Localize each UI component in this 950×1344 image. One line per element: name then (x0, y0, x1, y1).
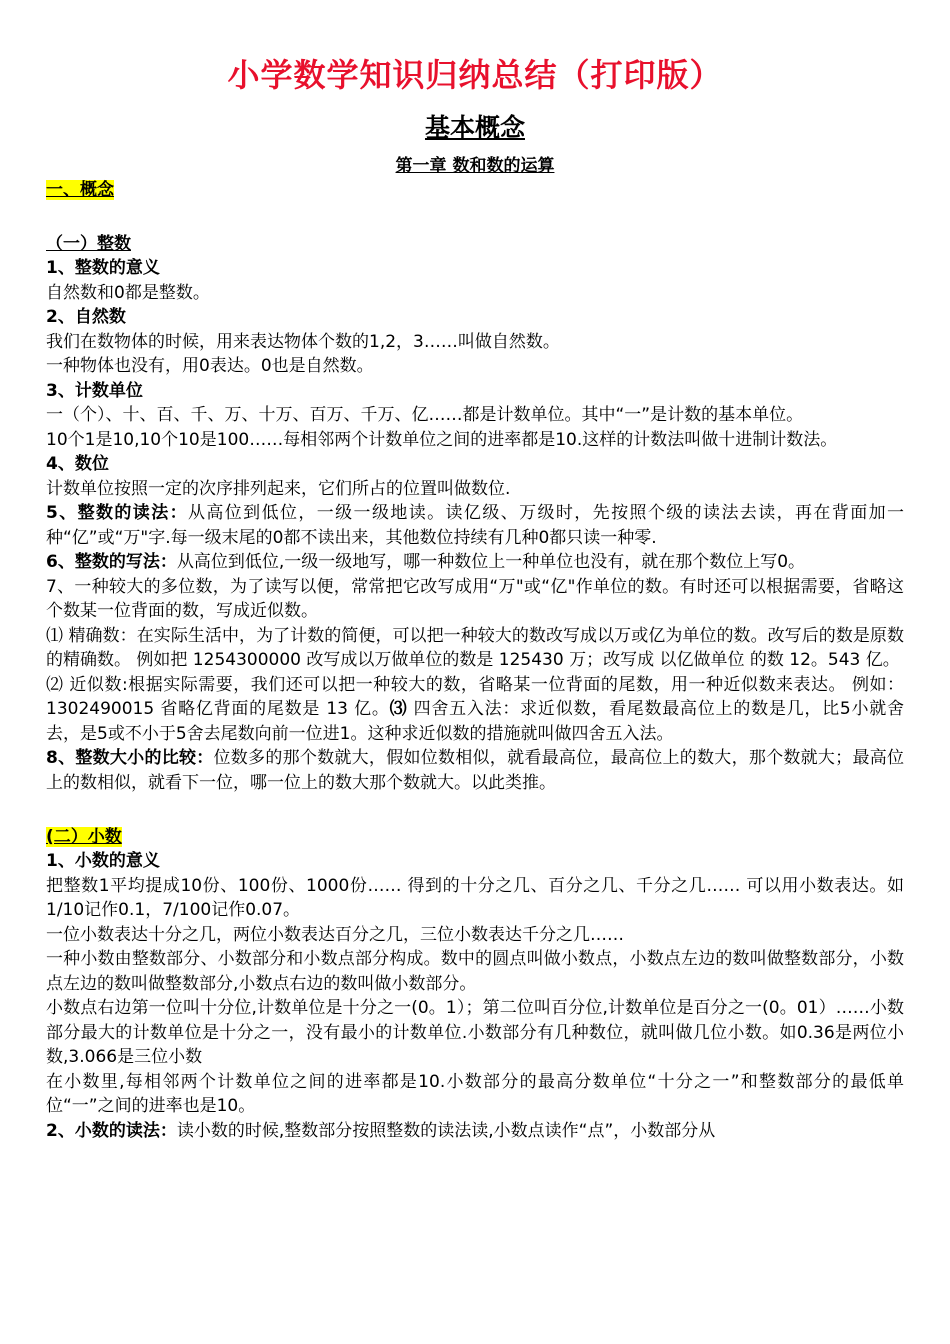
chapter-heading (46, 154, 904, 178)
paragraph: 计数单位按照一定的次序排列起来，它们所占的位置叫做数位. (46, 478, 511, 499)
paragraph-text: ⑵ 近似数:根据实际需要，我们还可以把一种较大的数，省略某一位背面的尾数，用一种近似数来表达。 例如：1302490015 省略亿背面的尾数是 13 亿。 (46, 674, 904, 719)
paragraph: 把整数1平均提成10份、100份、1000份…… 得到的十分之几、百分之几、千分之几…… 可以用小数表达。如1/10记作0.1，7/100记作0.07。 (46, 875, 904, 920)
paragraph: 小数点右边第一位叫十分位,计数单位是十分之一(0。1）；第二位叫百分位,计数单位是百分之一(0。01）……小数部分最大的计数单位是十分之一，没有最小的计数单位.小数部分有几种数位，就叫做几位小数。如0.36是两位小数,3.066是三位小数 (46, 998, 904, 1067)
document-title: 小学数学知识归纳总结（打印版） (227, 56, 723, 94)
paragraph-text: 读小数的时候,整数部分按照整数的读法读,小数点读作“点”，小数部分从 (176, 1120, 716, 1141)
subsection-integer-text: （一）整数 (46, 234, 131, 254)
document-subtitle (46, 110, 904, 146)
subsection-heading-integer (46, 232, 904, 256)
inline-heading: 5、整数的读法： (46, 503, 188, 523)
subsection-heading-decimal (46, 825, 904, 849)
heading-digit-place: 4、数位 (46, 454, 109, 474)
paragraph: 我们在数物体的时候，用来表达物体个数的1,2，3……叫做自然数。 (46, 331, 560, 352)
heading-integer-meaning: 1、整数的意义 (46, 258, 160, 278)
paragraph: 10个1是10,10个10是100……每相邻两个计数单位之间的进率都是10.这样的计数法叫做十进制计数法。 (46, 429, 838, 450)
paragraph: ⑴ 精确数：在实际生活中，为了计数的简便，可以把一种较大的数改写成以万或亿为单位的数。改写后的数是原数的精确数。 例如把 1254300000 改写成以万做单位的数是 125430 万；改写成 以亿做单位 的数 12。543 亿。 (46, 625, 904, 670)
inline-heading: 6、整数的写法： (46, 552, 177, 572)
paragraph-integer-writing (46, 550, 904, 575)
paragraph: 7、一种较大的多位数，为了读写以便，常常把它改写成用“万"或“亿"作单位的数。有时还可以根据需要，省略这个数某一位背面的数，写成近似数。 (46, 576, 904, 621)
heading-decimal-meaning: 1、小数的意义 (46, 851, 160, 871)
heading-counting-units: 3、计数单位 (46, 380, 143, 401)
spacer (46, 202, 904, 232)
paragraph: 一种物体也没有，用0表达。0也是自然数。 (46, 356, 374, 376)
inline-marker: ⑶ (389, 699, 408, 719)
paragraph: 一位小数表达十分之几，两位小数表达百分之几，三位小数表达千分之几…… (46, 924, 624, 945)
paragraph-integer-compare (46, 746, 904, 795)
subsection-decimal-text: (二）小数 (46, 827, 122, 847)
inline-heading: 8、整数大小的比较： (46, 748, 214, 768)
paragraph-text: 位数多的那个数就大，假如位数相似，就看最高位，最高位上的数大，那个数就大；最高位上的数相似，就看下一位，哪一位上的数大那个数就大。以此类推。 (46, 748, 904, 793)
paragraph-text: 四舍五入法：求近似数，看尾数最高位上的数是几，比5小就舍去，是5或不小于5舍去尾数向前一位进1。这种求近似数的措施就叫做四舍五入法。 (46, 699, 904, 744)
subtitle-text: 基本概念 (424, 113, 525, 142)
inline-heading: 2、小数的读法： (46, 1120, 177, 1141)
chapter-text: 第一章 数和数的运算 (395, 156, 555, 176)
paragraph: 在小数里,每相邻两个计数单位之间的进率都是10.小数部分的最高分数单位“十分之一”和整数部分的最低单位“一”之间的进率也是10。 (46, 1071, 904, 1116)
document-page (46, 48, 904, 1143)
spacer (46, 795, 904, 825)
paragraph-integer-reading (46, 501, 904, 550)
paragraph-approximate (46, 673, 904, 747)
paragraph: 一种小数由整数部分、小数部分和小数点部分构成。数中的圆点叫做小数点，小数点左边的数叫做整数部分，小数点左边的数叫做整数部分,小数点右边的数叫做小数部分。 (46, 949, 904, 994)
paragraph-text: 从高位到低位，一级一级地读。读亿级、万级时，先按照个级的读法去读，再在背面加一种“亿”或“万"字.每一级末尾的0都不读出来，其他数位持续有几种0都只读一种零. (46, 503, 904, 548)
paragraph-text: 从高位到低位,一级一级地写，哪一种数位上一种单位也没有，就在那个数位上写0。 (176, 552, 806, 572)
paragraph: 自然数和0都是整数。 (46, 282, 210, 303)
paragraph: 一（个）、十、百、千、万、十万、百万、千万、亿……都是计数单位。其中“一”是计数的基本单位。 (46, 405, 804, 425)
section-heading-concept (46, 178, 904, 202)
paragraph-decimal-reading (46, 1119, 904, 1144)
section-concept-text: 一、概念 (46, 180, 114, 200)
heading-natural-numbers: 2、自然数 (46, 307, 126, 327)
